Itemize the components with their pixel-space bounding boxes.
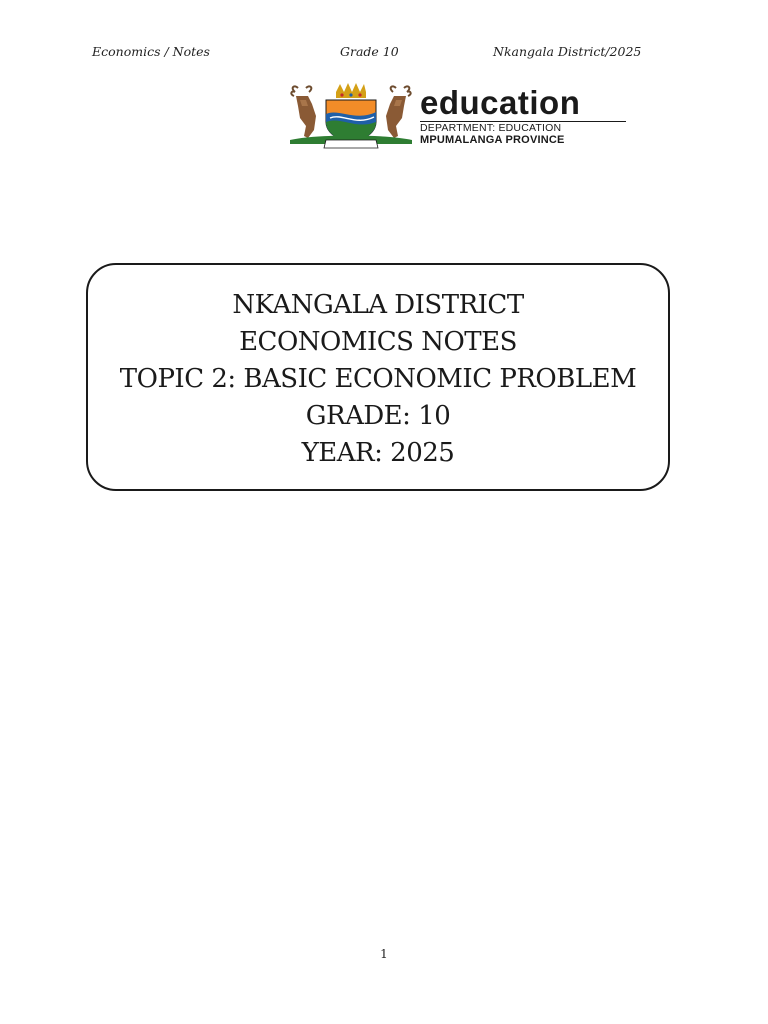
title-district: NKANGALA DISTRICT <box>232 290 524 320</box>
header-subject: Economics / Notes <box>92 44 210 59</box>
header-grade: Grade 10 <box>340 44 399 59</box>
left-kudu-icon <box>291 86 316 138</box>
page-number: 1 <box>380 947 388 961</box>
title-grade: GRADE: 10 <box>305 401 451 431</box>
logo-department: DEPARTMENT: EDUCATION <box>420 121 626 134</box>
right-kudu-icon <box>386 86 411 138</box>
crown-icon <box>336 83 366 98</box>
coat-of-arms-icon <box>286 82 416 150</box>
header-district-year: Nkangala District/2025 <box>493 44 642 59</box>
logo-province: MPUMALANGA PROVINCE <box>420 134 565 146</box>
logo-brand-word: education <box>420 84 581 121</box>
title-subject: ECONOMICS NOTES <box>239 327 517 357</box>
title-year: YEAR: 2025 <box>301 438 455 468</box>
motto-ribbon-icon <box>324 140 378 148</box>
department-logo <box>286 82 626 150</box>
title-topic: TOPIC 2: BASIC ECONOMIC PROBLEM <box>119 364 637 394</box>
running-header <box>0 44 768 62</box>
logo-text <box>420 86 626 146</box>
title-box <box>86 263 670 491</box>
